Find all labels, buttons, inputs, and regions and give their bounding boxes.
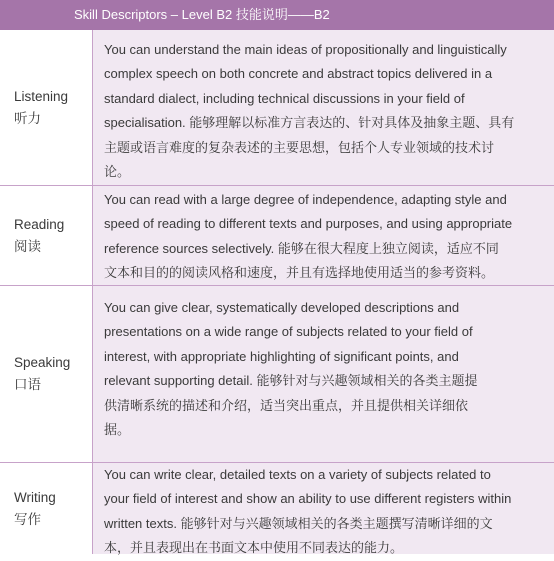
skill-label-zh: 阅读 [14,238,41,254]
skill-label-en: Writing [14,489,56,505]
table-row-writing [0,463,554,554]
skill-description: You can understand the main ideas of propositionally and linguistically complex speech on both concrete and abstract topics delivered in a standard dialect, including technical discussions in your field of specialisation. 能够理解以标准方言表达的、针对具体及抽象主题、具有 主题或语言难度的复杂表述的主要思想，包括个人专业领域的技术讨 论。 [93,30,554,185]
table-header: Skill Descriptors – Level B2 技能说明——B2 [0,0,554,30]
skill-description: You can write clear, detailed texts on a variety of subjects related to your field of interest and show an ability to use different registers within written texts. 能够针对与兴趣领域相关的各类主题撰写清晰详细的文 本，并且表现出在书面文本中使用不同表达的能力。 [93,463,554,554]
skill-label-cell [0,30,93,185]
skill-description: You can read with a large degree of independence, adapting style and speed of reading to different texts and purposes, and using appropriate reference sources selectively. 能够在很大程度上独立阅读，适应不同 文本和目的的阅读风格和速度，并且有选择地使用适当的参考资料。 [93,186,554,285]
skill-label-cell [0,186,93,285]
skill-label-cell [0,463,93,554]
skill-label-en: Listening [14,88,69,104]
table-row-listening [0,30,554,186]
skill-label-zh: 听力 [14,110,41,126]
skill-description: You can give clear, systematically developed descriptions and presentations on a wide range of subjects related to your field of interest, with appropriate highlighting of significant points, and relevant supporting detail. 能够针对与兴趣领域相关的各类主题提 供清晰系统的描述和介绍，适当突出重点，并且提供相关详细依 据。 [93,286,554,462]
table-row-reading [0,186,554,286]
table-row-speaking [0,286,554,463]
skill-label-zh: 写作 [14,511,41,527]
skill-label-zh: 口语 [14,377,41,392]
skill-label-en: Reading [14,216,65,232]
skill-label-en: Speaking [14,355,71,370]
skill-label-cell [0,286,93,462]
